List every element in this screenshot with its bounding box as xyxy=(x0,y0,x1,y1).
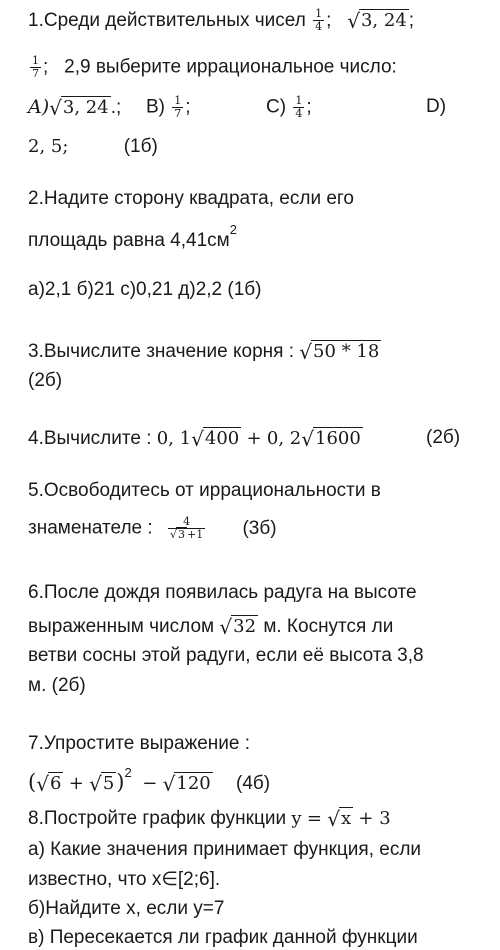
q8-a1: а) Какие значения принимает функция, если xyxy=(28,839,422,860)
q3-line: 3.Вычислите значение корня : √50 * 18 xyxy=(28,340,380,364)
fraction-one-quarter: $\frac{1}{4}$ xyxy=(315,7,323,34)
q1-options: A)√3, 24 .; B) $\frac{1}{7}$ ; C) $\frac{1}{4}$ ; D) xyxy=(28,94,447,120)
sqrt-50-times-18: √50 * 18 xyxy=(299,340,380,364)
sqrt-6: √6 xyxy=(36,772,62,796)
q4-line: 4.Вычислите : 0, 1√400 + 0, 2√1600 (2б) xyxy=(28,427,461,451)
q1-line2: $\frac{1}{7}$ ; 2,9 выберите иррациональное число: xyxy=(32,54,397,80)
option-a-label: A) xyxy=(28,96,50,118)
q8-a2: известно, что x∈[2;6]. xyxy=(28,869,221,890)
fraction-one-seventh: $\frac{1}{7}$ xyxy=(32,54,39,80)
option-a-sqrt: √3, 24 xyxy=(49,96,109,120)
sqrt-3-24: √3, 24 xyxy=(347,9,407,33)
q6-line4: м. (2б) xyxy=(28,675,86,696)
q6-line2: выраженным числом √32 м. Коснутся ли xyxy=(28,615,394,639)
q2-line2: площадь равна $4,41см^2$ xyxy=(28,222,237,251)
q7-points: (4б) xyxy=(236,773,271,794)
option-d-label: D) xyxy=(426,96,447,117)
q6-line3: ветви сосны этой радуги, если её высота 3,8 xyxy=(28,645,424,666)
option-b: B) $\frac{1}{7}$ ; xyxy=(146,94,191,120)
q8-line1: 8.Постройте график функции y = √x + 3 xyxy=(28,807,391,831)
sqrt-5: √5 xyxy=(89,772,115,796)
q2-answers: а)2,1 б)21 с)0,21 д)2,2 (1б) xyxy=(28,279,262,300)
squared-superscript: 2 xyxy=(124,765,132,780)
sqrt-400: √400 xyxy=(191,427,240,451)
squared-superscript: 2 xyxy=(229,222,237,237)
q8-b: б)Найдите x, если y=7 xyxy=(28,898,225,919)
q5-line2: знаменателе : $\frac{4}{√3 +1}$ (3б) xyxy=(28,515,277,541)
fraction-4-over-sqrt3-plus-1: $\frac{4}{√3 +1}$ xyxy=(169,515,204,541)
q6-line1: 6.После дождя появилась радуга на высоте xyxy=(28,582,417,603)
q1-line4 xyxy=(28,135,158,159)
option-c: C) $\frac{1}{4}$ ; xyxy=(266,94,312,120)
sqrt-x: √x xyxy=(327,807,352,831)
sqrt-1600: √1600 xyxy=(301,427,361,451)
q7-expression: $(√6 + √5)^2 - √120$ (4б) xyxy=(28,765,271,796)
q2-line1: 2.Надите сторону квадрата, если его xyxy=(28,188,354,209)
sqrt-120: √120 xyxy=(162,772,211,796)
q1-points: (1б) xyxy=(123,136,158,157)
q4-points: (2б) xyxy=(426,427,461,448)
q1-line1: 1.Среди действительных чисел $\frac{1}{4}$ ; √3, 24 ; xyxy=(28,7,415,34)
q3-points: (2б) xyxy=(28,370,63,391)
sqrt-32: √32 xyxy=(219,615,257,639)
q5-points: (3б) xyxy=(242,517,277,539)
q7-line1: 7.Упростите выражение : xyxy=(28,733,251,754)
option-d-value: 2, 5; xyxy=(28,136,69,157)
q8-c: в) Пересекается ли график данной функции xyxy=(28,927,418,948)
q5-line1: 5.Освободитесь от иррациональности в xyxy=(28,480,381,501)
